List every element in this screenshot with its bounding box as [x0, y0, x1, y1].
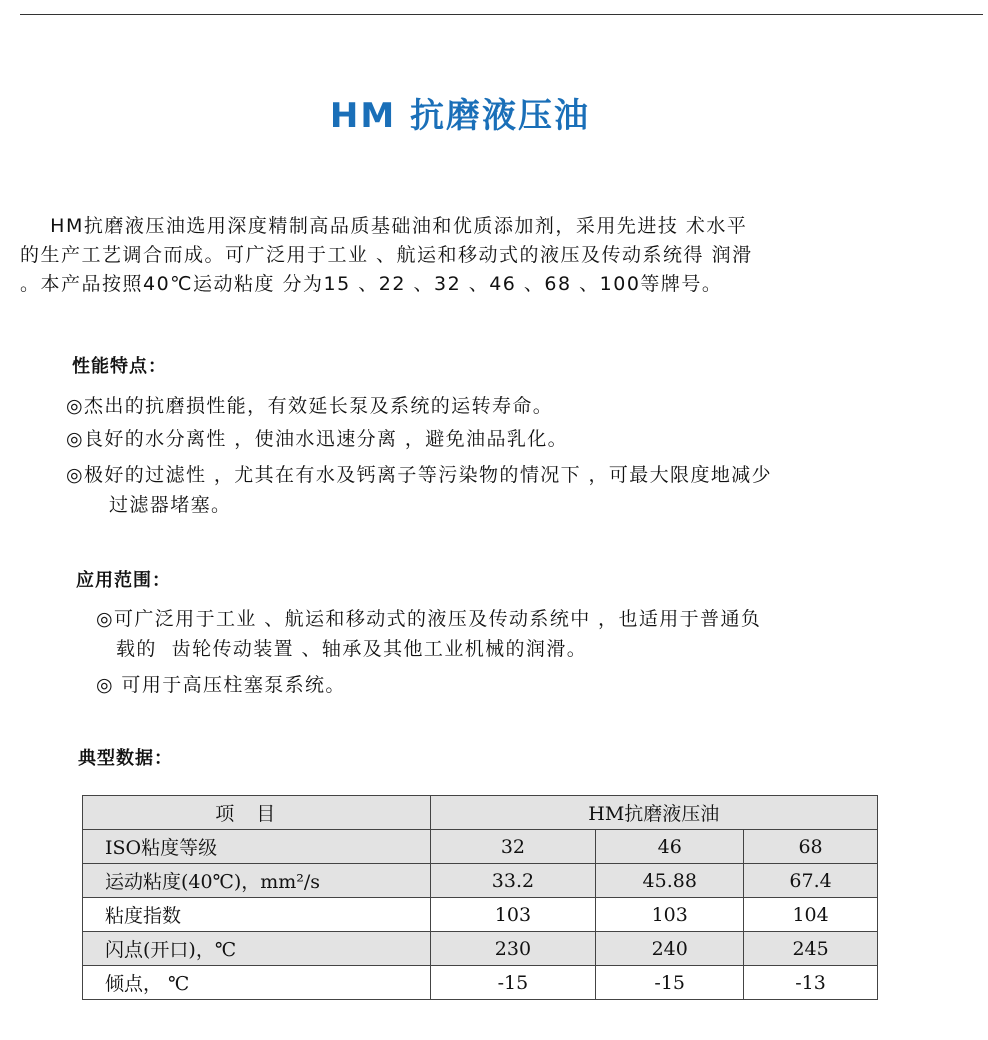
row-value: -13 [744, 966, 878, 1000]
row-value: 32 [430, 830, 596, 864]
page-title: HM 抗磨液压油 [329, 96, 591, 136]
header-product: HM抗磨液压油 [430, 796, 877, 830]
row-value: 68 [744, 830, 878, 864]
typical-data-table [82, 795, 878, 1000]
table-row [83, 966, 878, 1000]
table-header-row [83, 796, 878, 830]
row-label: 闪点(开口)，℃ [83, 932, 431, 966]
row-value: 240 [596, 932, 744, 966]
row-label: 运动粘度(40℃)，mm²/s [83, 864, 431, 898]
row-label: ISO粘度等级 [83, 830, 431, 864]
row-value: 230 [430, 932, 596, 966]
intro-paragraph [20, 212, 920, 299]
row-value: 104 [744, 898, 878, 932]
row-value: 103 [430, 898, 596, 932]
typical-data-heading: 典型数据： [78, 748, 173, 769]
feature-item: ◎极好的过滤性 ，尤其在有水及钙离子等污染物的情况下 ，可最大限度地减少 [66, 464, 773, 486]
top-rule [20, 14, 983, 15]
application-item: ◎ 可用于高压柱塞泵系统。 [96, 674, 346, 696]
features-heading: 性能特点： [72, 356, 167, 377]
row-label: 倾点， ℃ [83, 966, 431, 1000]
table-row [83, 830, 878, 864]
row-value: 245 [744, 932, 878, 966]
table-row [83, 864, 878, 898]
intro-line: HM抗磨液压油选用深度精制高品质基础油和优质添加剂，采用先进技 术水平 [20, 215, 748, 237]
row-value: 103 [596, 898, 744, 932]
row-value: -15 [596, 966, 744, 1000]
row-value: -15 [430, 966, 596, 1000]
feature-item-continuation: 过滤器堵塞。 [109, 494, 232, 516]
application-item: ◎可广泛用于工业 、航运和移动式的液压及传动系统中 ，也适用于普通负 [96, 608, 762, 630]
row-value: 33.2 [430, 864, 596, 898]
feature-item: ◎杰出的抗磨损性能，有效延长泵及系统的运转寿命。 [66, 395, 554, 417]
applications-list [96, 604, 761, 700]
table-row [83, 898, 878, 932]
row-value: 45.88 [596, 864, 744, 898]
row-value: 67.4 [744, 864, 878, 898]
feature-item: ◎良好的水分离性 ，使油水迅速分离 ，避免油品乳化。 [66, 428, 569, 450]
applications-heading: 应用范围： [76, 570, 171, 591]
intro-line: 。本产品按照40℃运动粘度 分为15 、22 、32 、46 、68 、100等牌号。 [20, 273, 723, 295]
features-list [66, 391, 772, 520]
row-label: 粘度指数 [83, 898, 431, 932]
table-row [83, 932, 878, 966]
application-item-continuation: 载的 齿轮传动装置 、轴承及其他工业机械的润滑。 [116, 638, 588, 660]
header-item: 项目 [83, 796, 431, 830]
row-value: 46 [596, 830, 744, 864]
intro-line: 的生产工艺调合而成。可广泛用于工业 、航运和移动式的液压及传动系统得 润滑 [20, 244, 753, 266]
